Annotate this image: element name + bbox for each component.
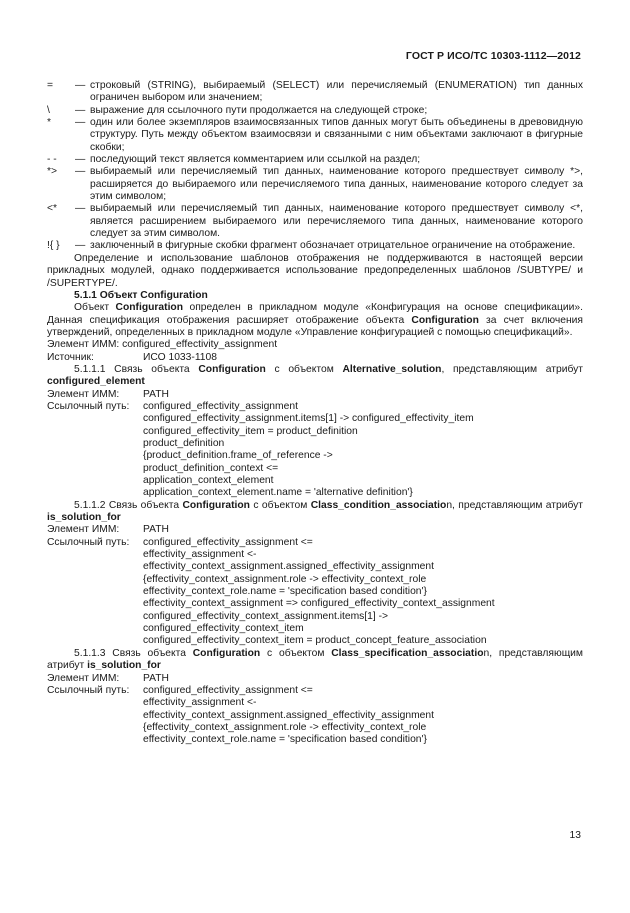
definition-text: один или более экземпляров взаимосвязанных типов данных могут быть объединены в древовидную структуру. Путь между объектом взаимосвязи и связанными с ним объектами заключают в фигурные скобки; (90, 117, 583, 153)
page-content (47, 80, 583, 747)
reference-path-text: configured_effectivity_item = product_definition (143, 425, 358, 437)
indent-spacer (47, 722, 143, 734)
indent-spacer (47, 697, 143, 709)
reference-path-label: Ссылочный путь: (47, 684, 130, 696)
text-run: определен в прикладном модуле «Конфигурация на основе спецификации». Данная спецификация отображения расширяет отображение объекта (47, 302, 583, 326)
intro-paragraph: Определение и использование шаблонов отображения не поддерживаются в настоящей версии прикладных модулей, однако поддерживается использование предопределенных шаблонов /SUBTYPE/ и /SUPERTYPE/. (47, 252, 583, 289)
reference-path-text: effectivity_context_assignment.assigned_effectivity_assignment (143, 561, 434, 573)
definition-item (47, 105, 583, 117)
text-run: 5.1.1.2 Связь объекта (74, 499, 183, 511)
text-run: 5.1.1.3 Связь объекта (74, 647, 193, 659)
reference-path-line (47, 438, 583, 450)
indent-spacer (47, 623, 143, 635)
text-run: с объектом (249, 499, 311, 511)
reference-path-line (47, 487, 583, 499)
entity-name: Alternative_solution (342, 363, 442, 375)
reference-path-line (47, 574, 583, 586)
reference-path-text: product_definition_context <= (143, 462, 279, 474)
reference-path-text: effectivity_context_role.name = 'specification based condition'} (143, 586, 427, 598)
reference-path-line (47, 426, 583, 438)
indent-spacer (47, 450, 143, 462)
attribute-name: configured_element (47, 376, 145, 388)
reference-path-text: effectivity_context_assignment => configured_effectivity_context_assignment (143, 598, 495, 610)
definition-text: выражение для ссылочного пути продолжается на следующей строке; (90, 104, 428, 116)
source-value: ИСО 1033-1108 (143, 351, 217, 363)
text-run: n, представляющим атрибут (446, 499, 584, 511)
reference-path-label: Ссылочный путь: (47, 536, 130, 548)
definition-symbol: !{ } (47, 240, 60, 252)
definition-symbol: - - (47, 154, 57, 166)
indent-spacer (47, 734, 143, 746)
aim-label: Элемент ИММ: (47, 672, 120, 684)
document-header: ГОСТ Р ИСО/ТС 10303-1112—2012 (405, 50, 581, 62)
definition-symbol: * (47, 117, 52, 129)
reference-path-line (47, 537, 583, 549)
mapping-subsection (47, 500, 583, 648)
entity-name: Class_condition_associatio (310, 499, 447, 511)
reference-path-label: Ссылочный путь: (47, 400, 130, 412)
definition-text: выбираемый или перечисляемый тип данных, наименование которого предшествует символу *>, расширяется до выбираемого или перечисляемого типа данных, наименование которого следует за этим символом; (90, 166, 583, 203)
text-run: с объектом (260, 647, 332, 659)
entity-name: Configuration (198, 363, 266, 375)
indent-spacer (47, 549, 143, 561)
text-run: , представляющим атрибут (441, 363, 584, 375)
text-run: за счет включения утверждений, определенных в прикладном модуле «Управление конфигурацией с помощью спецификаций». (47, 314, 584, 338)
text-run: Объект (74, 302, 116, 314)
reference-path-text: {product_definition.frame_of_reference -> (143, 450, 333, 462)
em-dash: — (75, 203, 86, 215)
mapping-subsection (47, 364, 583, 500)
reference-path-line (47, 722, 583, 734)
definition-symbol: = (47, 80, 54, 91)
reference-path-text: configured_effectivity_assignment <= (143, 684, 313, 696)
definition-item (47, 154, 583, 166)
reference-path-line (47, 549, 583, 561)
aim-value: PATH (143, 524, 169, 536)
reference-path-line (47, 450, 583, 462)
attribute-name: is_solution_for (87, 660, 161, 672)
reference-path-text: configured_effectivity_context_item = product_concept_feature_association (143, 635, 487, 647)
em-dash: — (75, 166, 86, 178)
em-dash: — (75, 80, 86, 91)
definition-text: выбираемый или перечисляемый тип данных, наименование которого предшествует символу <*, является расширением выбираемого или перечисляемого типа данных, наименование которого следует за этим символом. (90, 203, 583, 240)
indent-spacer (47, 438, 143, 450)
indent-spacer (47, 635, 143, 647)
indent-spacer (47, 561, 143, 573)
indent-spacer (47, 475, 143, 487)
source-line (47, 352, 583, 364)
definition-symbol: \ (47, 104, 50, 116)
entity-name: Class_specification_associatio (331, 647, 484, 659)
definition-text: заключенный в фигурные скобки фрагмент обозначает отрицательное ограничение на отображение. (90, 240, 576, 252)
em-dash: — (75, 104, 86, 116)
indent-spacer (47, 426, 143, 438)
source-label: Источник: (47, 351, 94, 363)
reference-path-line (47, 463, 583, 475)
aim-element-line: Элемент ИММ: configured_effectivity_assignment (47, 339, 278, 351)
reference-path-line (47, 611, 583, 623)
definition-item (47, 117, 583, 154)
entity-name: Configuration (192, 647, 261, 659)
reference-path-line (47, 586, 583, 598)
text-run: с объектом (265, 363, 343, 375)
reference-path-line (47, 635, 583, 647)
reference-path-line (47, 697, 583, 709)
indent-spacer (47, 463, 143, 475)
text-run: n, представляющим атрибут (47, 647, 584, 672)
attribute-name: is_solution_for (47, 512, 121, 524)
reference-path-line (47, 710, 583, 722)
aim-element-row (47, 389, 583, 401)
reference-path-text: {effectivity_context_assignment.role -> effectivity_context_role (143, 721, 427, 733)
reference-path-text: {effectivity_context_assignment.role -> effectivity_context_role (143, 573, 427, 585)
definition-item (47, 166, 583, 203)
em-dash: — (75, 240, 86, 252)
reference-path-text: effectivity_assignment <- (143, 549, 257, 561)
mapping-subsection (47, 648, 583, 747)
reference-path-line (47, 734, 583, 746)
definition-text: строковый (STRING), выбираемый (SELECT) или перечисляемый (ENUMERATION) тип данных ограничен выбором или значением; (90, 80, 583, 104)
reference-path-line (47, 475, 583, 487)
subsection-heading (47, 500, 583, 525)
em-dash: — (75, 117, 86, 129)
aim-element-row (47, 673, 583, 685)
aim-value: PATH (143, 388, 169, 400)
reference-path-text: configured_effectivity_context_assignment.items[1] -> (143, 610, 389, 622)
subsection-heading (47, 648, 583, 673)
reference-path-line (47, 623, 583, 635)
reference-path-line (47, 401, 583, 413)
reference-path-text: application_context_element.name = 'alternative definition'} (143, 487, 413, 499)
page-number: 13 (569, 830, 581, 841)
reference-path-text: configured_effectivity_assignment.items[1] -> configured_effectivity_item (143, 413, 474, 425)
definition-text: последующий текст является комментарием или ссылкой на раздел; (90, 154, 421, 166)
definition-item (47, 80, 583, 105)
indent-spacer (47, 586, 143, 598)
reference-path-text: configured_effectivity_context_item (143, 623, 304, 635)
reference-path-line (47, 413, 583, 425)
entity-name: Configuration (115, 302, 184, 314)
definition-symbol: *> (47, 166, 58, 178)
reference-path-text: application_context_element (143, 475, 274, 486)
subsections (47, 364, 583, 747)
reference-path-line (47, 598, 583, 610)
indent-spacer (47, 710, 143, 722)
definition-symbol: <* (47, 203, 58, 215)
entity-name: Configuration (182, 499, 250, 511)
definition-item (47, 203, 583, 240)
em-dash: — (75, 154, 86, 166)
reference-path-text: effectivity_assignment <- (143, 697, 257, 709)
indent-spacer (47, 611, 143, 623)
aim-value: PATH (143, 672, 169, 684)
indent-spacer (47, 487, 143, 499)
aim-element-row (47, 524, 583, 536)
reference-path-text: configured_effectivity_assignment <= (143, 536, 313, 548)
aim-label: Элемент ИММ: (47, 388, 120, 400)
reference-path-text: effectivity_context_role.name = 'specification based condition'} (143, 734, 427, 746)
reference-path-text: product_definition (143, 437, 225, 449)
indent-spacer (47, 574, 143, 586)
symbol-definitions-list (47, 80, 583, 253)
indent-spacer (47, 413, 143, 425)
aim-label: Элемент ИММ: (47, 524, 120, 536)
text-run: 5.1.1.1 Связь объекта (74, 363, 199, 375)
definition-item (47, 240, 583, 252)
subsection-heading (47, 364, 583, 389)
section-heading: 5.1.1 Объект Configuration (74, 289, 208, 301)
reference-path-text: configured_effectivity_assignment (143, 400, 298, 412)
entity-name: Configuration (411, 314, 479, 326)
reference-path-line (47, 685, 583, 697)
indent-spacer (47, 598, 143, 610)
section-paragraph (47, 302, 583, 339)
reference-path-text: effectivity_context_assignment.assigned_effectivity_assignment (143, 709, 434, 721)
reference-path-line (47, 561, 583, 573)
